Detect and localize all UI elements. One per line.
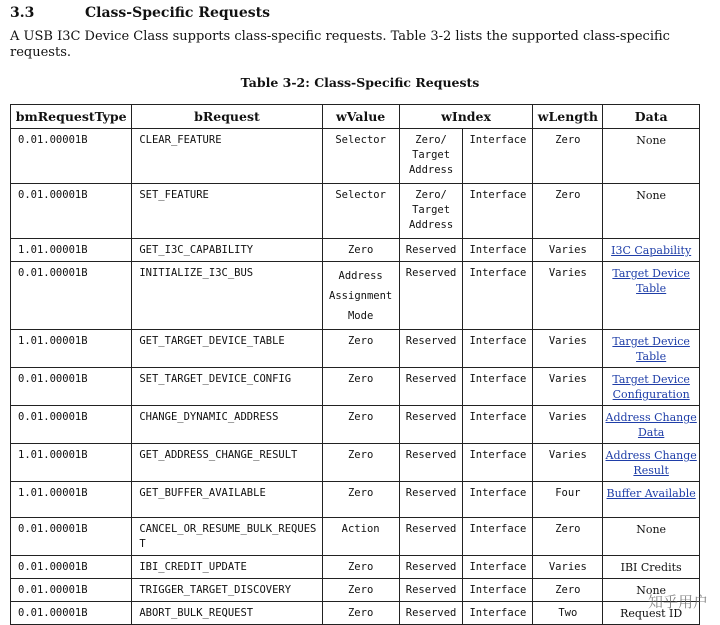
- cell-windex-selector: Reserved: [399, 482, 463, 518]
- header-wvalue: wValue: [322, 105, 399, 129]
- cell-wlength: Varies: [533, 368, 603, 406]
- section-intro: A USB I3C Device Class supports class-specific requests. Table 3-2 lists the supported class-specific requests.: [10, 29, 670, 60]
- cell-data: [603, 482, 700, 518]
- cell-data: IBI Credits: [603, 556, 700, 579]
- cell-data: [603, 330, 700, 368]
- cell-brequest: CANCEL_OR_RESUME_BULK_REQUEST: [132, 518, 322, 556]
- cell-wvalue: Zero: [322, 239, 399, 262]
- cell-data: [603, 444, 700, 482]
- cell-wvalue: Selector: [322, 184, 399, 239]
- cell-bmrequesttype: 0.01.00001B: [11, 184, 132, 239]
- table-row: [11, 444, 700, 482]
- data-link[interactable]: Target Device Table: [612, 267, 690, 295]
- header-windex: wIndex: [399, 105, 533, 129]
- cell-data: None: [603, 579, 700, 602]
- cell-wvalue: Selector: [322, 129, 399, 184]
- cell-windex-selector: Reserved: [399, 444, 463, 482]
- cell-brequest: GET_TARGET_DEVICE_TABLE: [132, 330, 322, 368]
- cell-brequest: INITIALIZE_I3C_BUS: [132, 262, 322, 330]
- table-row: [11, 262, 700, 330]
- section-number: 3.3: [10, 5, 35, 21]
- cell-windex-selector: Reserved: [399, 368, 463, 406]
- cell-windex-interface: Interface: [463, 368, 533, 406]
- cell-wvalue: Address Assignment Mode: [322, 262, 399, 330]
- cell-brequest: CLEAR_FEATURE: [132, 129, 322, 184]
- data-link[interactable]: Address Change Data: [605, 411, 697, 439]
- cell-data: [603, 239, 700, 262]
- cell-brequest: ABORT_BULK_REQUEST: [132, 602, 322, 625]
- data-link[interactable]: Buffer Available: [606, 487, 696, 500]
- data-link[interactable]: Target Device Configuration: [612, 373, 690, 401]
- cell-windex-interface: Interface: [463, 444, 533, 482]
- cell-windex-interface: Interface: [463, 262, 533, 330]
- header-data: Data: [603, 105, 700, 129]
- class-requests-table: [10, 104, 700, 625]
- cell-wlength: Varies: [533, 556, 603, 579]
- table-row: [11, 368, 700, 406]
- cell-data: [603, 368, 700, 406]
- table-row: [11, 184, 700, 239]
- cell-wvalue: Zero: [322, 330, 399, 368]
- cell-wvalue: Zero: [322, 579, 399, 602]
- table-row: [11, 518, 700, 556]
- cell-wlength: Two: [533, 602, 603, 625]
- data-link[interactable]: I3C Capability: [611, 244, 692, 257]
- cell-wlength: Zero: [533, 518, 603, 556]
- cell-windex-interface: Interface: [463, 406, 533, 444]
- cell-data: Request ID: [603, 602, 700, 625]
- cell-windex-interface: Interface: [463, 330, 533, 368]
- cell-windex-selector: Reserved: [399, 556, 463, 579]
- cell-wvalue: Zero: [322, 368, 399, 406]
- cell-wvalue: Zero: [322, 482, 399, 518]
- cell-brequest: GET_ADDRESS_CHANGE_RESULT: [132, 444, 322, 482]
- cell-data: [603, 262, 700, 330]
- cell-windex-interface: Interface: [463, 184, 533, 239]
- table-row: [11, 239, 700, 262]
- cell-bmrequesttype: 1.01.00001B: [11, 444, 132, 482]
- cell-brequest: TRIGGER_TARGET_DISCOVERY: [132, 579, 322, 602]
- cell-bmrequesttype: 0.01.00001B: [11, 129, 132, 184]
- table-row: [11, 482, 700, 518]
- cell-wvalue: Action: [322, 518, 399, 556]
- cell-data: None: [603, 184, 700, 239]
- cell-brequest: GET_I3C_CAPABILITY: [132, 239, 322, 262]
- table-row: [11, 406, 700, 444]
- cell-windex-interface: Interface: [463, 579, 533, 602]
- watermark: 知乎用户: [647, 593, 708, 611]
- table-row: [11, 330, 700, 368]
- cell-windex-interface: Interface: [463, 129, 533, 184]
- cell-windex-selector: Reserved: [399, 239, 463, 262]
- cell-brequest: CHANGE_DYNAMIC_ADDRESS: [132, 406, 322, 444]
- table-header-row: [11, 105, 700, 129]
- cell-wlength: Varies: [533, 444, 603, 482]
- cell-brequest: SET_TARGET_DEVICE_CONFIG: [132, 368, 322, 406]
- cell-bmrequesttype: 0.01.00001B: [11, 602, 132, 625]
- cell-bmrequesttype: 1.01.00001B: [11, 239, 132, 262]
- cell-windex-interface: Interface: [463, 239, 533, 262]
- cell-wlength: Varies: [533, 406, 603, 444]
- cell-brequest: GET_BUFFER_AVAILABLE: [132, 482, 322, 518]
- cell-wlength: Zero: [533, 129, 603, 184]
- section-heading: [10, 5, 270, 25]
- cell-bmrequesttype: 0.01.00001B: [11, 406, 132, 444]
- cell-windex-interface: Interface: [463, 482, 533, 518]
- table-row: [11, 602, 700, 625]
- cell-windex-selector: Reserved: [399, 602, 463, 625]
- cell-windex-interface: Interface: [463, 556, 533, 579]
- cell-bmrequesttype: 0.01.00001B: [11, 556, 132, 579]
- cell-windex-selector: Reserved: [399, 330, 463, 368]
- cell-windex-selector: Reserved: [399, 579, 463, 602]
- table-row: [11, 579, 700, 602]
- cell-wlength: Varies: [533, 239, 603, 262]
- cell-wlength: Varies: [533, 330, 603, 368]
- cell-wlength: Zero: [533, 184, 603, 239]
- cell-windex-interface: Interface: [463, 602, 533, 625]
- data-link[interactable]: Address Change Result: [605, 449, 697, 477]
- cell-bmrequesttype: 0.01.00001B: [11, 368, 132, 406]
- cell-wvalue: Zero: [322, 556, 399, 579]
- cell-wlength: Varies: [533, 262, 603, 330]
- cell-bmrequesttype: 0.01.00001B: [11, 262, 132, 330]
- header-wlength: wLength: [533, 105, 603, 129]
- cell-wvalue: Zero: [322, 406, 399, 444]
- section-title: Class-Specific Requests: [85, 5, 270, 21]
- cell-bmrequesttype: 0.01.00001B: [11, 518, 132, 556]
- cell-windex-interface: Interface: [463, 518, 533, 556]
- table-row: [11, 556, 700, 579]
- cell-bmrequesttype: 0.01.00001B: [11, 579, 132, 602]
- header-brequest: bRequest: [132, 105, 322, 129]
- cell-windex-selector: Reserved: [399, 518, 463, 556]
- data-link[interactable]: Target Device Table: [612, 335, 690, 363]
- header-bmrequesttype: bmRequestType: [11, 105, 132, 129]
- cell-brequest: SET_FEATURE: [132, 184, 322, 239]
- cell-wvalue: Zero: [322, 602, 399, 625]
- table-caption: Table 3-2: Class-Specific Requests: [240, 75, 480, 90]
- cell-windex-selector: Zero/ Target Address: [399, 129, 463, 184]
- cell-windex-selector: Zero/ Target Address: [399, 184, 463, 239]
- cell-wlength: Zero: [533, 579, 603, 602]
- cell-wlength: Four: [533, 482, 603, 518]
- cell-windex-selector: Reserved: [399, 262, 463, 330]
- cell-windex-selector: Reserved: [399, 406, 463, 444]
- cell-data: None: [603, 129, 700, 184]
- cell-brequest: IBI_CREDIT_UPDATE: [132, 556, 322, 579]
- cell-wvalue: Zero: [322, 444, 399, 482]
- cell-bmrequesttype: 1.01.00001B: [11, 482, 132, 518]
- cell-bmrequesttype: 1.01.00001B: [11, 330, 132, 368]
- cell-data: None: [603, 518, 700, 556]
- cell-data: [603, 406, 700, 444]
- table-row: [11, 129, 700, 184]
